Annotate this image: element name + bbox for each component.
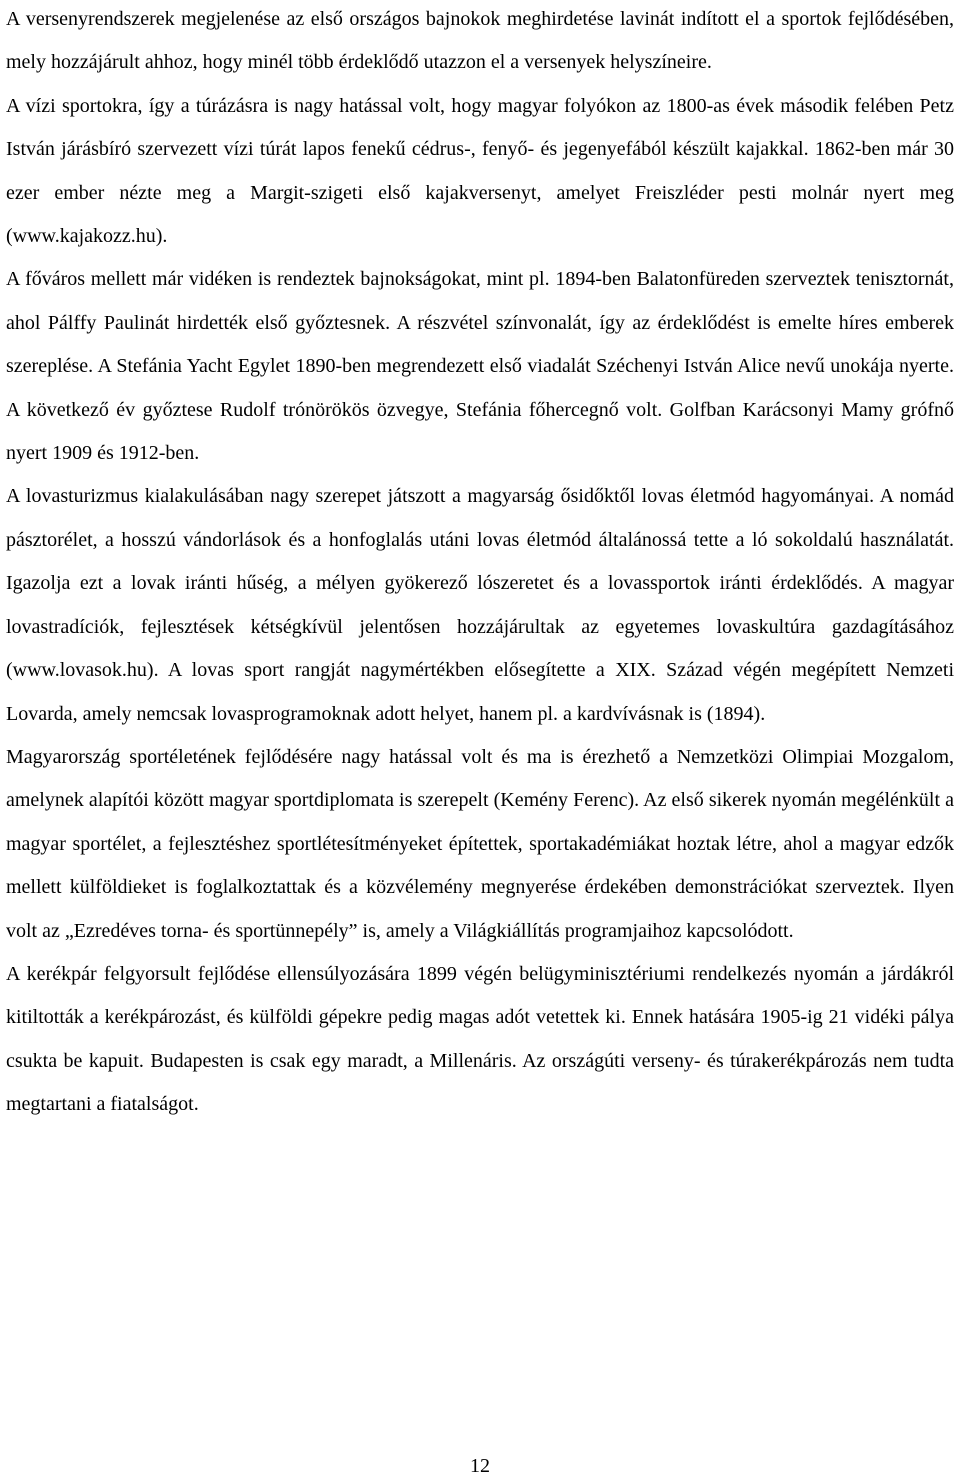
document-page bbox=[6, 0, 954, 1127]
paragraph-competition-systems: A versenyrendszerek megjelenése az első országos bajnokok meghirdetése lavinát indított el a sportok fejlődésében, mely hozzájárult ahhoz, hogy minél több érdeklődő utazzon el a versenyek helyszíneire. bbox=[6, 8, 954, 74]
paragraph-cycling: A kerékpár felgyorsult fejlődése ellensúlyozására 1899 végén belügyminisztériumi rendelkezés nyomán a járdákról kitiltották a kerékpározást, és külföldi gépekre pedig magas adót vetettek ki. Ennek hatására 1905-ig 21 vidéki pálya csukta be kapuit. Budapesten is csak egy maradt, a Millenáris. Az országúti verseny- és túrakerékpározás nem tudta megtartani a fiatalságot. bbox=[6, 962, 954, 1116]
paragraph-rural-championships: A főváros mellett már vidéken is rendeztek bajnokságokat, mint pl. 1894-ben Balatonfüreden szerveztek tenisztornát, ahol Pálffy Paulinát hirdették első győztesnek. A részvétel színvonalát, így az érdeklődést is emelte híres emberek szereplése. A Stefánia Yacht Egylet 1890-ben megrendezett első viadalát Széchenyi István Alice nevű unokája nyerte. A következő év győztese Rudolf trónörökös özvegye, Stefánia főhercegnő volt. Golfban Karácsonyi Mamy grófnő nyert 1909 és 1912-ben. bbox=[6, 268, 954, 465]
page-number: 12 bbox=[470, 1455, 490, 1477]
paragraph-equestrian-tourism: A lovasturizmus kialakulásában nagy szerepet játszott a magyarság ősidőktől lovas életmód hagyományai. A nomád pásztorélet, a hosszú vándorlások és a honfoglalás utáni lovas életmód általánossá tette a ló sokoldalú használatát. Igazolja ezt a lovak iránti hűség, a mélyen gyökerező lószeretet és a lovassportok iránti érdeklődés. A magyar lovastradíciók, fejlesztések kétségkívül jelentősen hozzájárultak az egyetemes lovaskultúra gazdagításához (www.lovasok.hu). A lovas sport rangját nagymértékben elősegítette a XIX. Század végén megépített Nemzeti Lovarda, amely nemcsak lovasprogramoknak adott helyet, hanem pl. a kardvívásnak is (1894). bbox=[6, 485, 954, 725]
paragraph-water-sports: A vízi sportokra, így a túrázásra is nagy hatással volt, hogy magyar folyókon az 1800-as évek második felében Petz István járásbíró szervezett vízi túrát lapos fenekű cédrus-, fenyő- és jegenyefából készült kajakkal. 1862-ben már 30 ezer ember nézte meg a Margit-szigeti első kajakversenyt, amelyet Freiszléder pesti molnár nyert meg (www.kajakozz.hu). bbox=[6, 94, 954, 248]
paragraph-olympic-movement: Magyarország sportéletének fejlődésére nagy hatással volt és ma is érezhető a Nemzetközi Olimpiai Mozgalom, amelynek alapítói között magyar sportdiplomata is szerepelt (Kemény Ferenc). Az első sikerek nyomán megélénkült a magyar sportélet, a fejlesztéshez sportlétesítményeket építettek, sportakadémiákat hoztak létre, ahol a magyar edzők mellett külföldieket is foglalkoztattak és a közvélemény megnyerése érdekében demonstrációkat szerveztek. Ilyen volt az „Ezredéves torna- és sportünnepély” is, amely a Világkiállítás programjaihoz kapcsolódott. bbox=[6, 745, 954, 942]
